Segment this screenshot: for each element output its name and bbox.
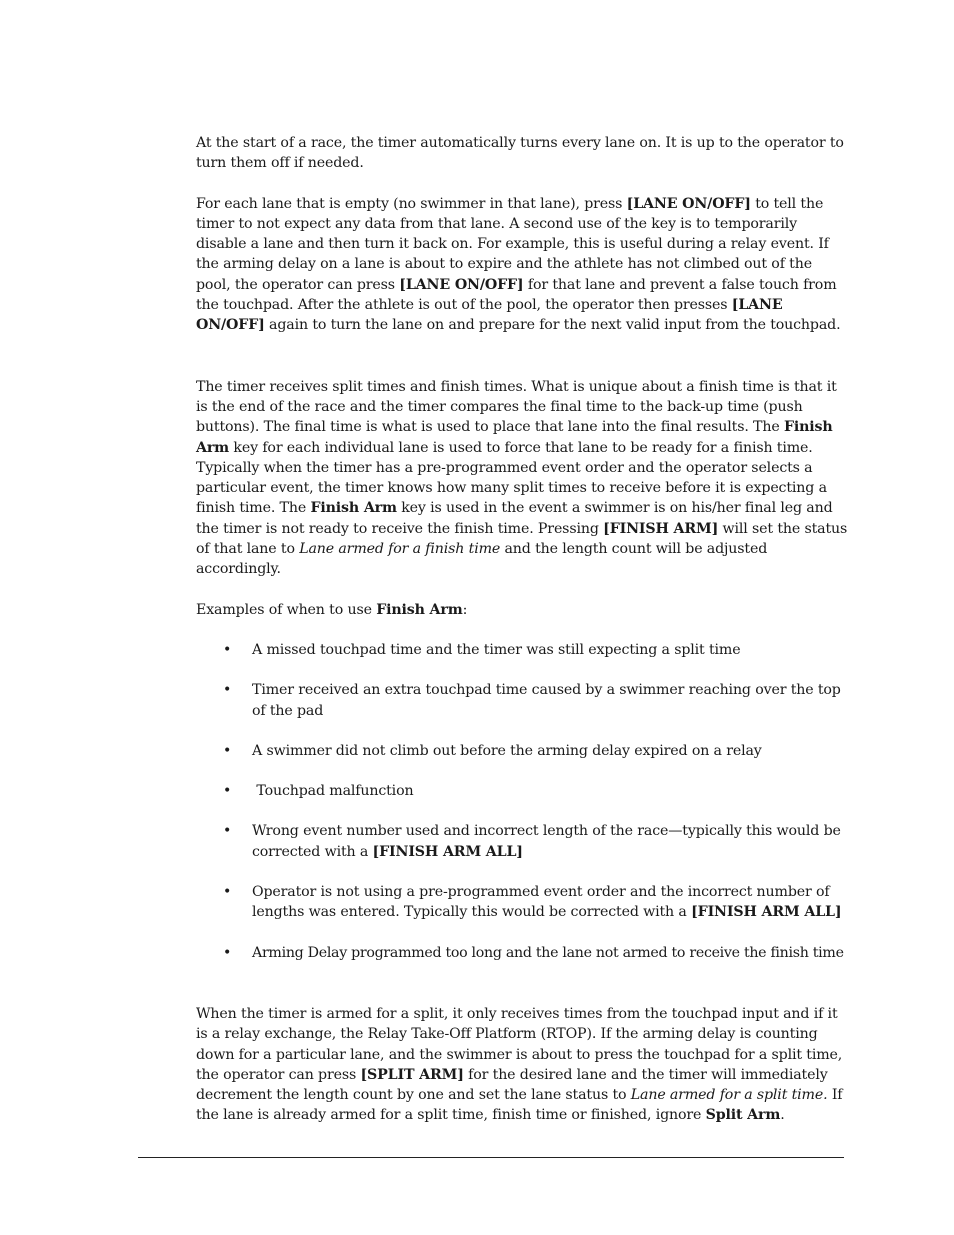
list-item-text: Wrong event number used and incorrect length of the race—typically this would be corrected with a [252,823,841,860]
text-run: The timer receives split times and finish times. What is unique about a finish time is that it is the end of the race and the timer compares the final time to the back-up time (push buttons). The final time is what is used to place that lane into the final results. The [196,378,837,436]
key-lane-onoff: [LANE ON/OFF] [196,297,783,334]
text-run: When the timer is armed for a split, it only receives times from the touchpad input and if it is a relay exchange, the Relay Take-Off Platform (RTOP). If the arming delay is counting down for a particular lane, and the swimmer is about to press the touchpad for a split time, the operator can press [196,1005,843,1083]
list-item-text: A swimmer did not climb out before the arming delay expired on a relay [252,742,762,759]
key-split-arm: Split Arm [705,1107,781,1124]
text-run: : [462,601,468,618]
text-run: to tell the timer to not expect any data from that lane. A second use of the key is to temporarily disable a lane and then turn it back on. For example, this is useful during a relay event. If the arming delay on a lane is about to expire and the athlete has not climbed out of the pool, the operator can press [196,195,829,293]
lane-intro-text: At the start of a race, the timer automatically turns every lane on. It is up to the operator to turn them off if needed. [196,135,844,172]
lane-intro-paragraph [196,133,848,174]
list-item [196,882,848,923]
text-run: will set the status of that lane to [196,520,848,558]
bullet-icon: • [223,944,232,961]
key-finish-arm: Finish Arm [196,419,833,456]
key-finish-arm: Finish Arm [310,500,397,517]
status-lane-armed-split: Lane armed for a split time. [630,1087,828,1104]
lane-onoff-paragraph [196,194,848,336]
status-lane-armed-finish: Lane armed for a finish time [299,541,501,558]
split-arm-paragraph [196,1004,848,1126]
bullet-icon: • [223,884,232,901]
text-run: key for each individual lane is used to force that lane to be ready for a finish time. Typically when the timer has a pre-programmed event order and the operator selects a particular event, the timer knows how many split times to receive before it is expecting a finish time. The [196,439,827,517]
text-run: for that lane and prevent a false touch from the touchpad. After the athlete is out of the pool, the operator then presses [196,276,837,314]
list-item [196,943,848,963]
key-lane-onoff: [LANE ON/OFF] [626,195,751,212]
text-run: and the length count will be adjusted accordingly. [196,541,768,578]
finish-arm-paragraph [196,377,848,580]
bullet-icon: • [223,783,232,800]
list-item-text: Operator is not using a pre-programmed event order and the incorrect number of lengths was entered. Typically this would be corrected with a [252,884,830,921]
key-finish-arm-all: [FINISH ARM ALL] [372,843,523,860]
key-lane-onoff: [LANE ON/OFF] [399,276,524,293]
bullet-icon: • [223,742,232,759]
document-body [196,133,848,1126]
text-run: . [780,1107,785,1124]
key-finish-arm-bracket: [FINISH ARM] [603,520,719,537]
examples-heading [196,600,848,620]
text-run: for the desired lane and the timer will immediately decrement the length count by one and set the lane status to [196,1066,828,1104]
text-run: If the lane is already armed for a split time, finish time or finished, ignore [196,1087,843,1124]
footer-divider [138,1157,844,1158]
list-item-text: Arming Delay programmed too long and the lane not armed to receive the finish time [252,944,844,961]
examples-list [196,640,848,963]
bullet-icon: • [223,641,232,658]
text-run: again to turn the lane on and prepare for the next valid input from the touchpad. [264,317,841,334]
key-finish-arm-all: [FINISH ARM ALL] [691,904,842,921]
list-item-text: Timer received an extra touchpad time caused by a swimmer reaching over the top of the pad [252,682,841,719]
bullet-icon: • [223,682,232,699]
text-run: key is used in the event a swimmer is on his/her final leg and the timer is not ready to receive the finish time. Pressing [196,500,833,537]
key-split-arm-bracket: [SPLIT ARM] [360,1066,464,1083]
key-finish-arm: Finish Arm [376,601,463,618]
list-item [196,741,848,761]
list-item [196,781,848,801]
list-item [196,680,848,721]
list-item-text: A missed touchpad time and the timer was still expecting a split time [252,641,741,658]
list-item [196,640,848,660]
text-run: For each lane that is empty (no swimmer in that lane), press [196,195,627,212]
list-item [196,821,848,862]
bullet-icon: • [223,823,232,840]
list-item-text: Touchpad malfunction [252,783,414,800]
text-run: Examples of when to use [196,601,377,618]
